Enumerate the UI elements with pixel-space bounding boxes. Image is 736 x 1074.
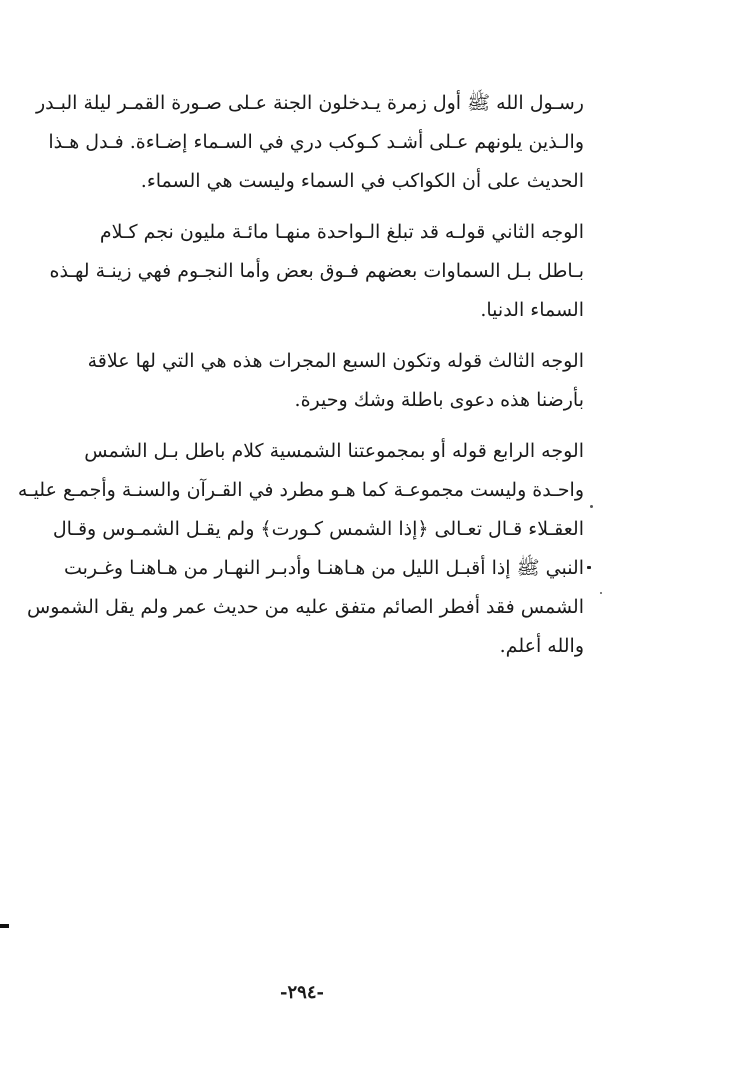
paragraph-fourth-aspect xyxy=(14,432,584,666)
text-line: الوجه الرابع قوله أو بمجموعتنا الشمسية كلام باطل بـل الشمس xyxy=(84,440,584,462)
text-line: الوجه الثالث قوله وتكون السبع المجرات هذه هي التي لها علاقة xyxy=(87,350,584,372)
text-line: الوجه الثاني قولـه قد تبلغ الـواحدة منهـا مائـة مليون نجم كـلام xyxy=(99,221,584,243)
text-line: النبي ﷺ إذا أقبـل الليل من هـاهنـا وأدبـر النهـار من هـاهنـا وغـربت xyxy=(63,557,584,579)
paragraph-second-aspect xyxy=(14,213,584,330)
text-line: الحديث على أن الكواكب في السماء وليست هي السماء. xyxy=(140,170,584,192)
text-line: والله أعلم. xyxy=(499,635,584,657)
text-line: رسـول الله ﷺ أول زمرة يـدخلون الجنة عـلى صـورة القمـر ليلة البـدر xyxy=(35,92,584,114)
paragraph-third-aspect xyxy=(14,342,584,420)
body-text xyxy=(14,84,584,666)
paragraph-hadith-stars xyxy=(14,84,584,201)
scan-edge-mark xyxy=(0,924,9,928)
text-line: بـاطل بـل السماوات بعضهم فـوق بعض وأما النجـوم فهي زينـة لهـذه xyxy=(49,260,584,282)
scan-speck xyxy=(600,592,602,594)
page-number: -٢٩٤- xyxy=(280,982,324,1003)
text-line: السماء الدنيا. xyxy=(480,299,584,321)
text-line: والـذين يلونهم عـلى أشـد كـوكب دري في السـماء إضـاءة. فـدل هـذا xyxy=(48,131,584,153)
scan-speck xyxy=(587,566,591,569)
text-line: العقـلاء قـال تعـالى ﴿إذا الشمس كـورت﴾ ولم يقـل الشمـوس وقـال xyxy=(52,518,584,540)
text-line: واحـدة وليست مجموعـة كما هـو مطرد في القـرآن والسنـة وأجمـع عليـه xyxy=(17,479,584,501)
text-line: الشمس فقد أفطر الصائم متفق عليه من حديث عمر ولم يقل الشموس xyxy=(27,596,584,618)
text-line: بأرضنا هذه دعوى باطلة وشك وحيرة. xyxy=(294,389,584,411)
scan-speck xyxy=(590,505,593,508)
